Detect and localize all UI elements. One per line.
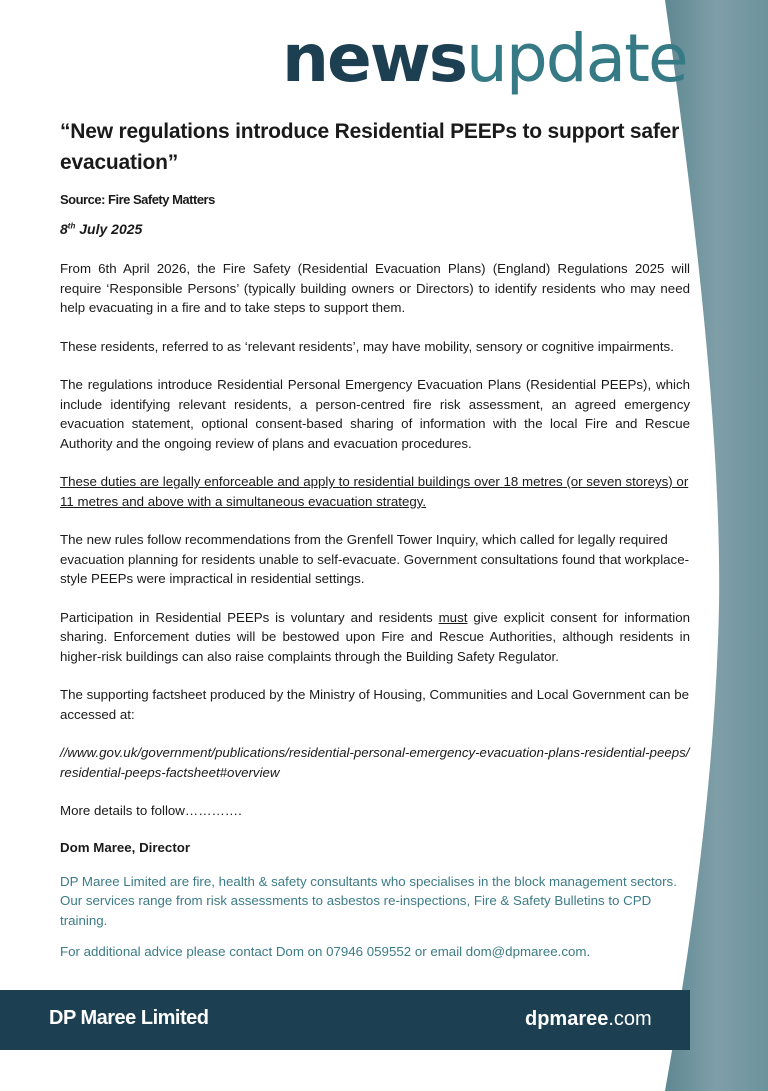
paragraph-participation — [60, 608, 690, 667]
article-headline: “New regulations introduce Residential PEEPs to support safer evacuation” — [60, 120, 680, 174]
article-date — [60, 221, 690, 237]
company-about: DP Maree Limited are fire, health & safety consultants who specialises in the block management sectors. Our services range from risk assessments to asbestos re-inspections, Fire & Safety Bulletins to CPD training. — [60, 873, 677, 928]
paragraph-intro: From 6th April 2026, the Fire Safety (Residential Evacuation Plans) (England) Regulations 2025 will require ‘Responsible Persons’ (typically building owners or Directors) to identify residents who may need help evacuating in a fire and to take steps to support them. — [60, 261, 690, 315]
paragraph-grenfell: The new rules follow recommendations from the Grenfell Tower Inquiry, which called for legally required evacuation planning for residents unable to self-evacuate. Government consultations found that workplace-style PEEPs were impractical in residential settings. — [60, 532, 690, 586]
masthead-update: update — [466, 20, 687, 97]
footer-company-name: DP Maree Limited — [49, 1007, 209, 1029]
masthead-logo — [282, 20, 687, 97]
date-day: 8 — [60, 221, 68, 237]
participation-after: give explicit consent for information sharing. Enforcement duties will be bestowed upon Fire and Rescue Authorities, although residents in higher-risk buildings can also raise complaints through the Building Safety Regulator. — [60, 609, 690, 664]
participation-before: Participation in Residential PEEPs is voluntary and residents — [60, 609, 439, 625]
date-suffix: th — [67, 221, 76, 231]
article — [60, 116, 690, 974]
website-domain: dpmaree — [525, 1008, 609, 1030]
footer-bar — [0, 990, 690, 1050]
footer-website[interactable] — [525, 1008, 652, 1031]
paragraph-factsheet-intro: The supporting factsheet produced by the Ministry of Housing, Communities and Local Government can be accessed at: — [60, 687, 689, 722]
paragraph-duties-underlined: These duties are legally enforceable and apply to residential buildings over 18 metres (or seven storeys) or 11 metres and above with a simultaneous evacuation strategy. — [60, 474, 689, 509]
date-rest: July 2025 — [75, 221, 143, 237]
company-contact: For additional advice please contact Dom on 07946 059552 or email dom@dpmaree.com. — [60, 944, 591, 959]
paragraph-relevant-residents: These residents, referred to as ‘relevant residents’, may have mobility, sensory or cognitive impairments. — [60, 338, 674, 354]
participation-emphasis: must — [438, 609, 468, 625]
masthead-news: news — [282, 20, 467, 97]
factsheet-link[interactable]: //www.gov.uk/government/publications/residential-personal-emergency-evacuation-plans-residential-peeps/residential-peeps-factsheet#overview — [60, 745, 690, 780]
paragraph-regulations: The regulations introduce Residential Personal Emergency Evacuation Plans (Residential PEEPs), which include identifying relevant residents, a person-centred fire risk assessment, an agreed emergency evacuation statement, optional consent-based sharing of information with the local Fire and Rescue Authority and the ongoing review of plans and evacuation procedures. — [60, 377, 690, 451]
more-details: More details to follow…………. — [60, 803, 242, 818]
signature: Dom Maree, Director — [60, 839, 191, 855]
article-source: Source: Fire Safety Matters — [60, 192, 215, 207]
website-tld: .com — [608, 1008, 652, 1030]
